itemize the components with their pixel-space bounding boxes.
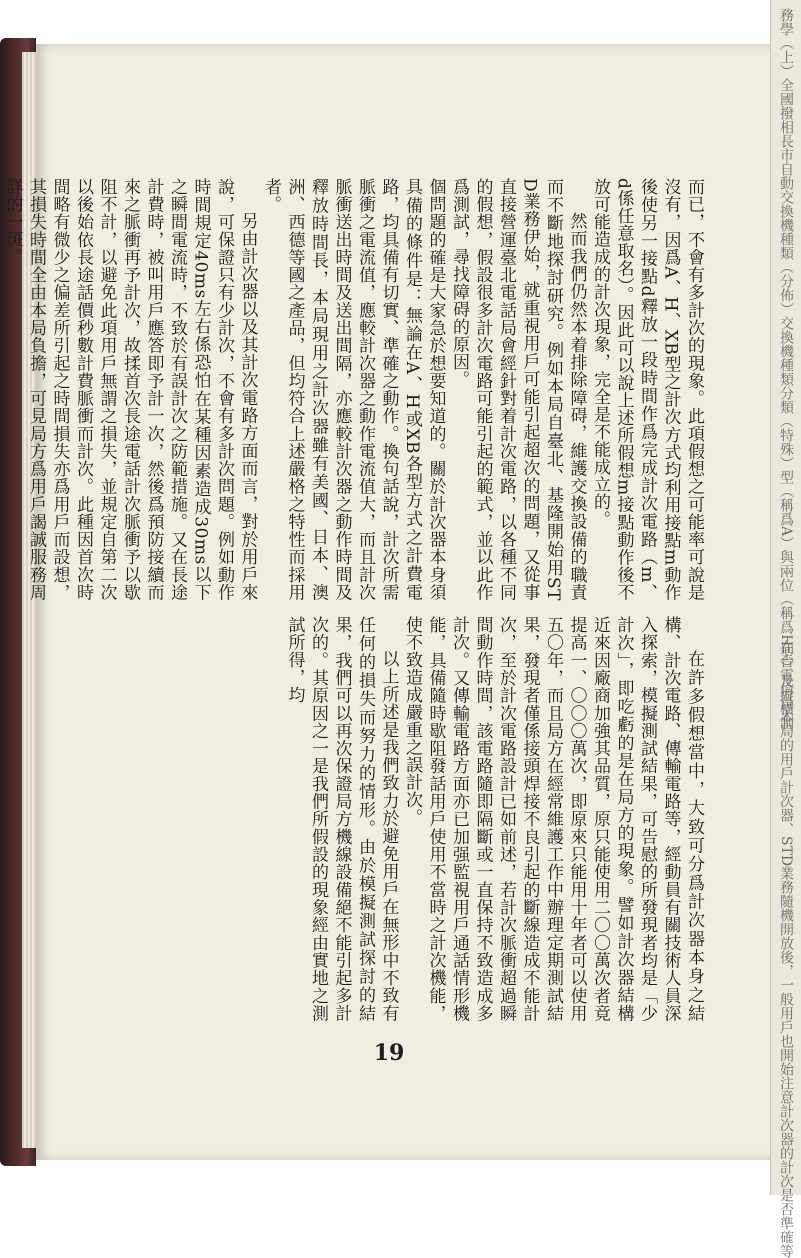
top-paragraph-3: 個問題的確是大家急於想要知道的。關於計次器本身須具備的條件是：無論在A、H或XB各型方式之計費電路，均具備有切實、準確之動作。換句話說，計次所需脈衝之電流值，應較計次器之動作電流值大，而且計次脈衝送出時間及送出間隔，亦應較計次器之動作時間及釋放時間長，本局現用之計次器雖有美國、日本、澳洲、西德等國之產品，但均符合上述嚴格之特性而採用者。: [261, 178, 446, 601]
top-paragraph-1: 而已，不會有多計次的現象。此項假想之可能率可說是沒有，因爲A、H、XB型之計次方式均利用接點m動作後使另一接點d釋放一段時間作爲完成計次電路（m、d係任意取名）。因此可以說上述所假想m接點動作後不放可能造成的計次現象，完全是不能成立的。: [590, 178, 704, 601]
page-number: 19: [373, 1040, 405, 1066]
bottom-paragraph-2: 以上所述是我們致力於避免用戶在無形中不致有任何的損失而努力的情形。由於模擬測試探討的結果，我們可以再次保證局方機線設備絕不能引起多計次的。其原因之一是我們所假設的現象經由實地之測試所得，均: [284, 616, 399, 1022]
adjacent-page-text-top: 務學（上）全國撥相長市自動交換機種類（分佈）交換機種類分類（特殊）型（稱爲A）與兩位（稱爲H型）及縱橫制: [778, 8, 794, 731]
bottom-paragraph-1: 在許多假想當中，大致可分爲計次器本身之結構、計次電路、傳輸電路等，經動員有關技術人員深入探索，模擬測試結果，可告慰的所發現者均是「少計次」，即吃虧的是在局方的現象。譬如計次器結構近來因廠商加強其品質，原只能使用二〇〇萬次者竟提高一、〇〇〇萬次，即原來只能用十年者可以使用五〇年，而且局方在經常維護工作中辦理定期測試結果，發現者僅係接頭焊接不良引起的斷線造成不能計次，至於計次電路設計已如前述，若計次脈衝超過瞬間動作時間，該電路隨即隔斷或一直保持不致造成多計次。又傳輸電路方面亦已加强監視用戶通話情形機能，具備隨時歇阻發話用戶使用不當時之計次機能，使不致造成嚴重之誤計次。: [402, 616, 704, 1022]
adjacent-page-text-bottom: 在台電信局本局的用戶計次器、STD業務隨機開放後，一般用戶也開始注意計次器的計次是否準確等: [778, 640, 794, 1258]
top-text-block: [2, 178, 705, 601]
top-paragraph-4: 另由計次器以及其計次電路方面而言，對於用戶來說，可保證只有少計次，不會有多計次問題。例如動作時間規定40ms左右係恐怕在某種因素造成30ms以下之瞬間電流時，不致於有誤計次之防範措施。又在長途計費時，被叫用戶應答即予計一次，然後爲預防接續而來之脈衝再予計次，故揉首次長途電話計次脈衝予以歇阻不計，以避免此項用戶無謂之損失，並規定自第二次以後始依長途話價秒數計費脈衝而計次。此種因首次時間略有微少之偏差所引起之時間損失亦爲用戶而設想，其損失時間全由本局負擔，可見局方爲用戶謁誠服務周詳的一斑。: [2, 178, 258, 601]
top-paragraph-2: 然而我們仍然本着排除障碍，維護交換設備的職責而不斷地探討研究。例如本局自臺北、基隆開始用ST D業務伊始，就重視用戶可能引起超次的問題，又從事直接營運臺北電話局會經針對着計次電路，以各種不同的假想，假設很多計次電路可能引起的範式，並以此作爲測試，尋找障碍的原因。: [449, 178, 587, 601]
adjacent-page-sliver: [770, 0, 801, 1258]
bottom-text-block: [80, 616, 705, 1022]
